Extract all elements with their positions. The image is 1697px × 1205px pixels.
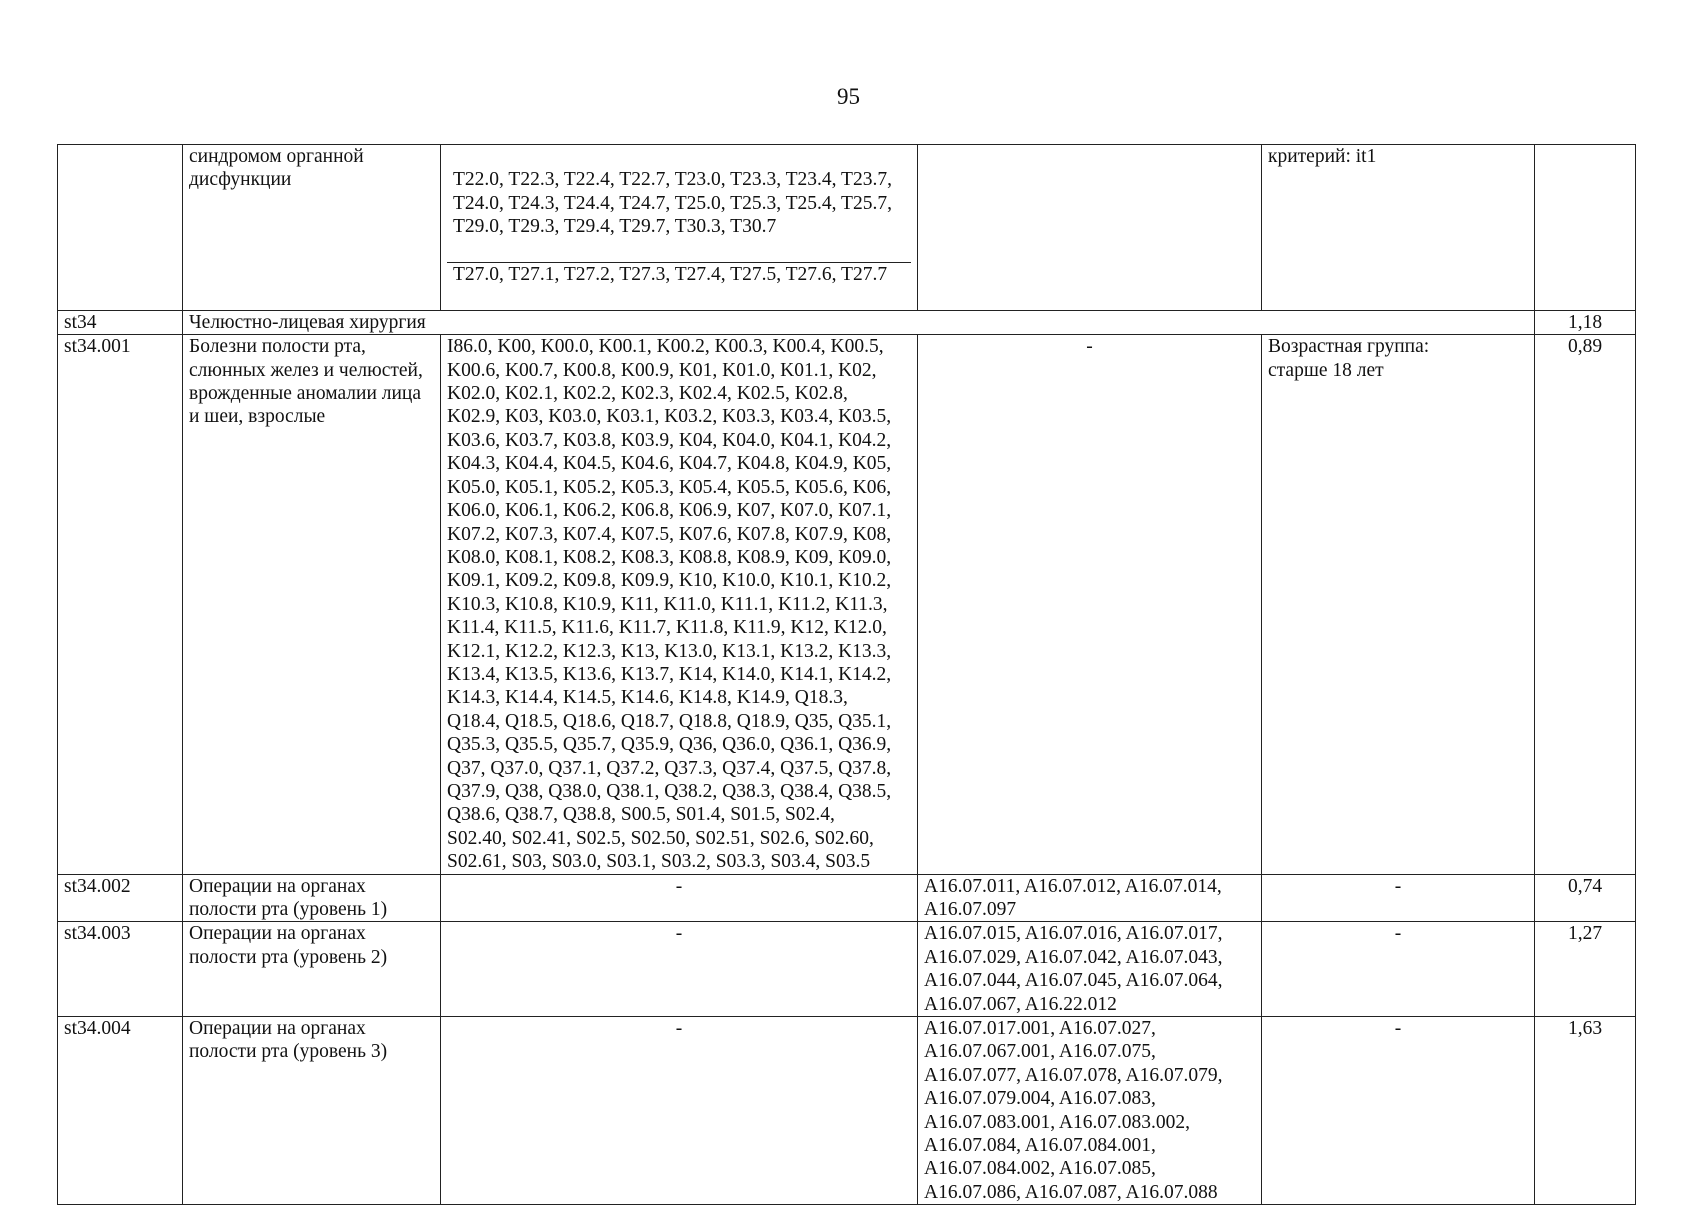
cell-code: st34.002 (58, 874, 183, 922)
cell-procedure-codes: A16.07.011, A16.07.012, A16.07.014, A16.07.097 (918, 874, 1262, 922)
cell-procedure-codes: A16.07.015, A16.07.016, A16.07.017, A16.07.029, A16.07.042, A16.07.043, A16.07.044, A16.07.045, A16.07.064, A16.07.067, A16.22.012 (918, 922, 1262, 1017)
cell-coefficient: 1,63 (1535, 1017, 1636, 1205)
cell-diagnosis-codes (441, 145, 918, 311)
table-row (58, 922, 1636, 1017)
cell-criteria: - (1262, 1017, 1535, 1205)
cell-code: st34.003 (58, 922, 183, 1017)
cell-criteria: Возрастная группа: старше 18 лет (1262, 335, 1535, 874)
cell-criteria: - (1262, 874, 1535, 922)
cell-coefficient (1535, 145, 1636, 311)
cell-name: Операции на органах полости рта (уровень 2) (183, 922, 441, 1017)
table-row (58, 874, 1636, 922)
cell-name: Болезни полости рта, слюнных желез и челюстей, врожденные аномалии лица и шеи, взрослые (183, 335, 441, 874)
cell-name: Операции на органах полости рта (уровень 1) (183, 874, 441, 922)
cell-code (58, 145, 183, 311)
table-row (58, 335, 1636, 874)
cell-coefficient: 1,27 (1535, 922, 1636, 1017)
table-row (58, 1017, 1636, 1205)
group-row (58, 310, 1636, 334)
cell-diagnosis-codes: - (441, 922, 918, 1017)
cell-code: st34.004 (58, 1017, 183, 1205)
cell-criteria: критерий: it1 (1262, 145, 1535, 311)
group-code: st34 (58, 310, 183, 334)
group-coefficient: 1,18 (1535, 310, 1636, 334)
cell-diagnosis-codes: I86.0, K00, K00.0, K00.1, K00.2, K00.3, K00.4, K00.5, K00.6, K00.7, K00.8, K00.9, K01, K01.0, K01.1, K02, K02.0, K02.1, K02.2, K02.3, K02.4, K02.5, K02.8, K02.9, K03, K03.0, K03.1, K03.2, K03.3, K03.4, K03.5, K03.6, K03.7, K03.8, K03.9, K04, K04.0, K04.1, K04.2, K04.3, K04.4, K04.5, K04.6, K04.7, K04.8, K04.9, K05, K05.0, K05.1, K05.2, K05.3, K05.4, K05.5, K05.6, K06, K06.0, K06.1, K06.2, K06.8, K06.9, K07, K07.0, K07.1, K07.2, K07.3, K07.4, K07.5, K07.6, K07.8, K07.9, K08, K08.0, K08.1, K08.2, K08.3, K08.8, K08.9, K09, K09.0, K09.1, K09.2, K09.8, K09.9, K10, K10.0, K10.1, K10.2, K10.3, K10.8, K10.9, K11, K11.0, K11.1, K11.2, K11.3, K11.4, K11.5, K11.6, K11.7, K11.8, K11.9, K12, K12.0, K12.1, K12.2, K12.3, K13, K13.0, K13.1, K13.2, K13.3, K13.4, K13.5, K13.6, K13.7, K14, K14.0, K14.1, K14.2, K14.3, K14.4, K14.5, K14.6, K14.8, K14.9, Q18.3, Q18.4, Q18.5, Q18.6, Q18.7, Q18.8, Q18.9, Q35, Q35.1, Q35.3, Q35.5, Q35.7, Q35.9, Q36, Q36.0, Q36.1, Q36.9, Q37, Q37.0, Q37.1, Q37.2, Q37.3, Q37.4, Q37.5, Q37.8, Q37.9, Q38, Q38.0, Q38.1, Q38.2, Q38.3, Q38.4, Q38.5, Q38.6, Q38.7, Q38.8, S00.5, S01.4, S01.5, S02.4, S02.40, S02.41, S02.5, S02.50, S02.51, S02.6, S02.60, S02.61, S03, S03.0, S03.1, S03.2, S03.3, S03.4, S03.5 (441, 335, 918, 874)
cell-diagnosis-codes: - (441, 1017, 918, 1205)
ksg-table (57, 144, 1636, 1205)
cell-name: Операции на органах полости рта (уровень 3) (183, 1017, 441, 1205)
cell-diagnosis-codes: - (441, 874, 918, 922)
group-title: Челюстно-лицевая хирургия (183, 310, 1535, 334)
diagnosis-codes-part2: T27.0, T27.1, T27.2, T27.3, T27.4, T27.5, T27.6, T27.7 (447, 262, 911, 286)
cell-name: синдромом органной дисфункции (183, 145, 441, 311)
cell-code: st34.001 (58, 335, 183, 874)
cell-criteria: - (1262, 922, 1535, 1017)
cell-procedure-codes (918, 145, 1262, 311)
cell-coefficient: 0,74 (1535, 874, 1636, 922)
cell-coefficient: 0,89 (1535, 335, 1636, 874)
diagnosis-codes-part1: T22.0, T22.3, T22.4, T22.7, T23.0, T23.3, T23.4, T23.7, T24.0, T24.3, T24.4, T24.7, T25.0, T25.3, T25.4, T25.7, T29.0, T29.3, T29.4, T29.7, T30.3, T30.7 (453, 169, 892, 238)
cell-procedure-codes: - (918, 335, 1262, 874)
continuation-row (58, 145, 1636, 311)
cell-procedure-codes: A16.07.017.001, A16.07.027, A16.07.067.001, A16.07.075, A16.07.077, A16.07.078, A16.07.079, A16.07.079.004, A16.07.083, A16.07.083.001, A16.07.083.002, A16.07.084, A16.07.084.001, A16.07.084.002, A16.07.085, A16.07.086, A16.07.087, A16.07.088 (918, 1017, 1262, 1205)
page-number: 95 (837, 84, 860, 109)
